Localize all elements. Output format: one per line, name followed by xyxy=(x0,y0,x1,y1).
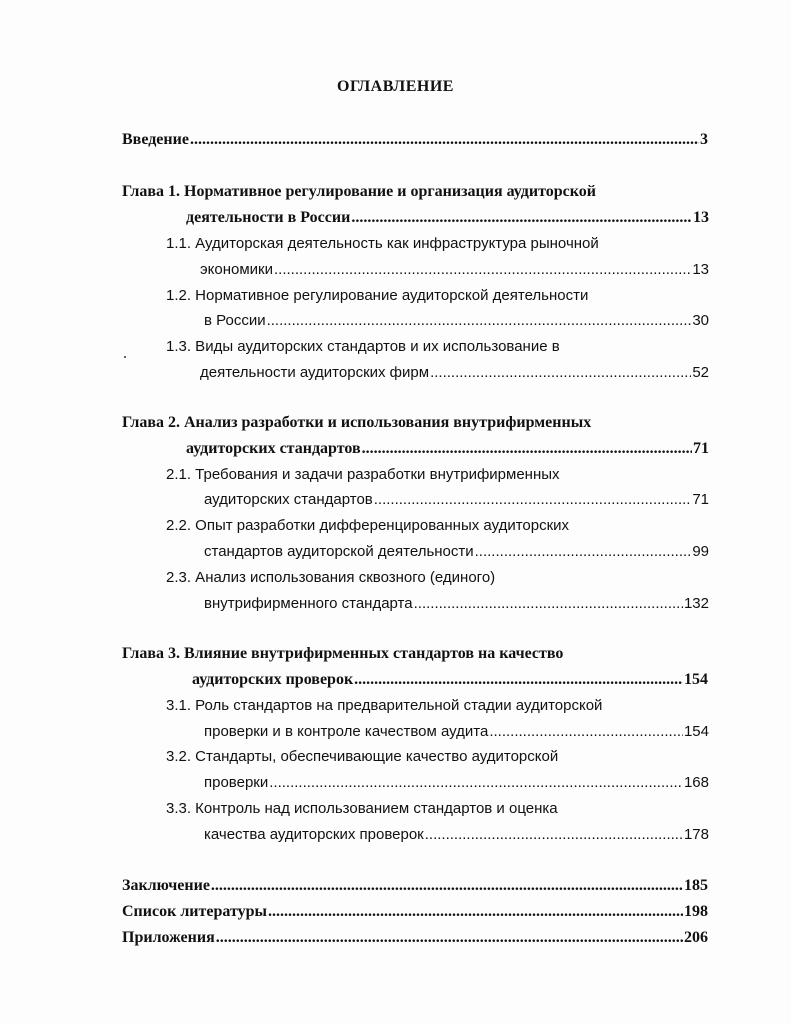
section-2-1-cont: аудиторских стандартов ..... 71 xyxy=(204,490,709,510)
toc-entry-page: 132 xyxy=(683,595,709,612)
toc-entry-page: 154 xyxy=(683,723,709,740)
leader-dots xyxy=(489,722,683,742)
toc-entry-page: 71 xyxy=(692,491,709,508)
chapter-1-heading-cont: деятельности в России ..... 13 xyxy=(186,208,709,228)
leader-dots xyxy=(425,825,683,845)
toc-entry-page: 198 xyxy=(684,903,708,920)
toc-title: ОГЛАВЛЕНИЕ xyxy=(337,78,454,95)
section-1-3: 1.3. Виды аудиторских стандартов и их использование в xyxy=(166,338,560,355)
toc-entry-page: 52 xyxy=(692,364,709,381)
leader-dots xyxy=(351,208,692,228)
leader-dots xyxy=(430,363,691,383)
section-2-1: 2.1. Требования и задачи разработки внутрифирменных xyxy=(166,466,560,483)
leader-dots xyxy=(268,902,683,922)
toc-entry-page: 13 xyxy=(693,209,709,226)
toc-entry-page: 99 xyxy=(692,543,709,560)
leader-dots xyxy=(362,439,692,459)
section-3-3-cont: качества аудиторских проверок ..... 178 xyxy=(204,825,709,845)
section-1-3-cont: деятельности аудиторских фирм ..... 52 xyxy=(200,363,709,383)
leader-dots xyxy=(475,542,692,562)
chapter-3-heading-cont: аудиторских проверок ..... 154 xyxy=(192,670,708,690)
leader-dots xyxy=(354,670,683,690)
leader-dots xyxy=(414,594,683,614)
section-2-2: 2.2. Опыт разработки дифференцированных аудиторских xyxy=(166,517,570,534)
section-3-2-cont: проверки ..... 168 xyxy=(204,773,709,793)
section-1-2: 1.2. Нормативное регулирование аудиторской деятельности xyxy=(166,287,589,304)
leader-dots xyxy=(269,773,683,793)
toc-entry-page: 154 xyxy=(684,671,708,688)
section-3-3: 3.3. Контроль над использованием стандартов и оценка xyxy=(166,800,558,817)
leader-dots xyxy=(190,130,699,150)
toc-entry-page: 185 xyxy=(684,877,708,894)
leader-dots xyxy=(267,311,692,331)
section-2-2-cont: стандартов аудиторской деятельности ..... 99 xyxy=(204,542,709,562)
section-1-1-cont: экономики ..... 13 xyxy=(200,260,709,280)
toc-entry-references: Список литературы ..... 198 xyxy=(122,902,708,922)
leader-dots xyxy=(374,490,692,510)
chapter-2-heading-cont: аудиторских стандартов ..... 71 xyxy=(186,439,709,459)
toc-entry-page: 13 xyxy=(692,261,709,278)
toc-entry-page: 168 xyxy=(683,774,709,791)
chapter-2-heading: Глава 2. Анализ разработки и использования внутрифирменных xyxy=(122,414,592,431)
leader-dots xyxy=(274,260,691,280)
scan-speck xyxy=(124,356,126,358)
section-3-2: 3.2. Стандарты, обеспечивающие качество аудиторской xyxy=(166,748,559,765)
section-2-3: 2.3. Анализ использования сквозного (единого) xyxy=(166,569,496,586)
chapter-1-heading: Глава 1. Нормативное регулирование и организация аудиторской xyxy=(122,183,596,200)
section-1-2-cont: в России ..... 30 xyxy=(204,311,709,331)
toc-entry-page: 178 xyxy=(683,826,709,843)
toc-entry-appendices: Приложения ..... 206 xyxy=(122,928,708,948)
toc-entry-page: 3 xyxy=(700,131,708,148)
chapter-3-heading: Глава 3. Влияние внутрифирменных стандартов на качество xyxy=(122,645,564,662)
section-3-1-cont: проверки и в контроле качеством аудита ..... 154 xyxy=(204,722,709,742)
toc-entry-page: 30 xyxy=(692,312,709,329)
toc-entry-conclusion: Заключение ..... 185 xyxy=(122,876,708,896)
section-3-1: 3.1. Роль стандартов на предварительной стадии аудиторской xyxy=(166,697,603,714)
toc-entry-page: 206 xyxy=(684,929,708,946)
toc-entry-intro xyxy=(122,130,708,150)
toc-entry-page: 71 xyxy=(693,440,709,457)
leader-dots xyxy=(216,928,683,948)
section-1-1: 1.1. Аудиторская деятельность как инфраструктура рыночной xyxy=(166,235,599,252)
toc-entry-label: Введение xyxy=(122,131,189,148)
section-2-3-cont: внутрифирменного стандарта ..... 132 xyxy=(204,594,709,614)
leader-dots xyxy=(211,876,683,896)
